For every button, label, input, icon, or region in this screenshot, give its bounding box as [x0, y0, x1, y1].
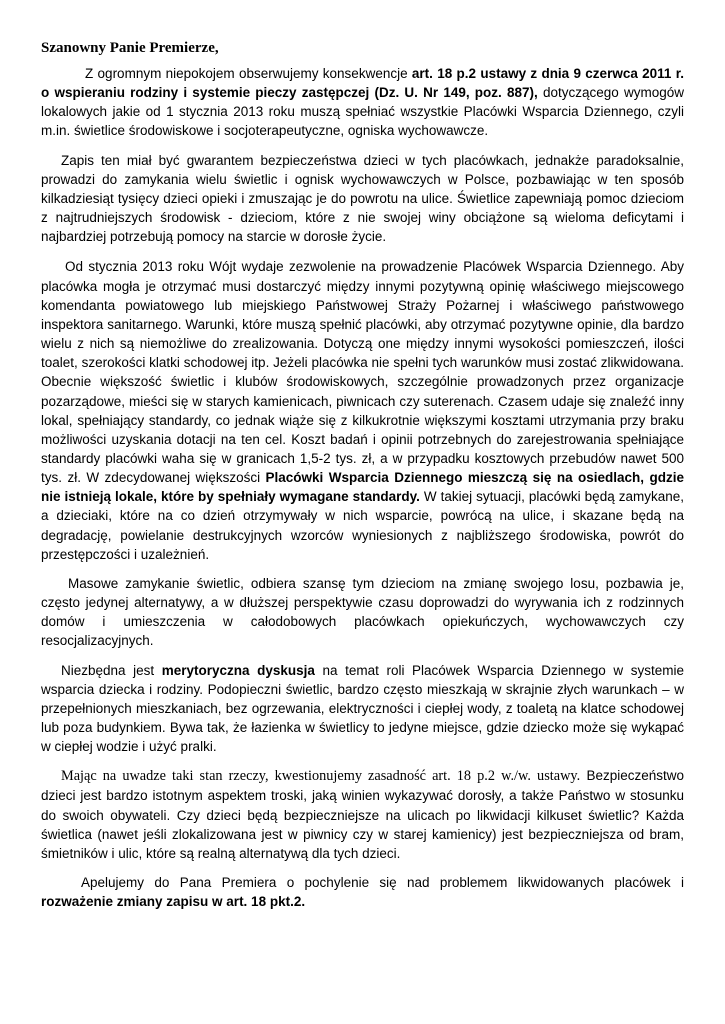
permits-text-2: W takiej sytuacji, placówki będą zamykane, a dzieciaki, które na co dzień otrzymywały w nich wsparcie, powrócą na ulice, i skazane będą na degradację, powielanie destrukcyjnych wzorców wyniesionych z najbliższego środowiska, powrót do przestępczości i uzależnień. — [41, 489, 684, 562]
permits-text-1: Od stycznia 2013 roku Wójt wydaje zezwolenie na prowadzenie Placówek Wsparcia Dziennego. Aby placówka mogła je otrzymać musi dostarczyć między innymi pozytywną opinię właściwego miejscowego komendanta powiatowego lub miejskiego Państwowej Straży Pożarnej i właściwego państwowego inspektora sanitarnego. Warunki, które muszą spełnić placówki, aby otrzymać pozytywne opinie, dla bardzo wielu z nich są niemożliwe do zrealizowania. Dotyczą one między innymi wysokości pomieszczeń, ilości toalet, szerokości klatki schodowej itp. Jeżeli placówka nie spełni tych warunków musi zostać zlikwidowana. Obecnie większość świetlic i klubów środowiskowych, szczególnie prowadzonych przez organizacje pozarządowe, mieści się w starych kamienicach, piwnicach czy suterenach. Czasem udaje się znaleźć inny lokal, spełniający standardy, co jednak wiąże się z kilkukrotnie większymi kosztami utrzymania przy braku możliwości uzyskania dotacji na ten cel. Koszt badań i opinii potrzebnych do zarejestrowania spełniające standardy placówki waha się w granicach 1,5-2 tys. zł, a w przypadku kosztowych przebudów nawet 500 tys. zł. W zdecydowanej większości — [41, 259, 684, 486]
salutation: Szanowny Panie Premierze, — [41, 40, 219, 56]
appeal-text: Apelujemy do Pana Premiera o pochylenie się nad problemem likwidowanych placówek i — [81, 875, 684, 891]
discussion-text-1: Niezbędna jest — [61, 662, 162, 678]
intro-text-1: Z ogromnym niepokojem obserwujemy konsekwencje — [85, 66, 412, 81]
paragraph-question — [41, 766, 684, 863]
paragraph-closures: Masowe zamykanie świetlic, odbiera szansę tym dzieciom na zmianę swojego losu, pozbawia je, często jedynej alternatywy, a w dłuższej perspektywie czasu doprowadzi do wyrywania ich z rodzinnych domów i umieszczenia w całodobowych placówkach opiekuńczych, wychowawczych czy resocjalizacyjnych. — [41, 575, 684, 649]
permits-emphasis: Placówki Wsparcia Dziennego mieszczą się na osiedlach, gdzie nie istnieją lokale, które by spełniały wymagane standardy. — [41, 470, 684, 505]
paragraph-appeal — [41, 873, 684, 911]
paragraph-permits — [41, 257, 684, 564]
question-serif-text: Mając na uwadze taki stan rzeczy, kwestionujemy zasadność art. 18 p.2 w./w. ustawy. — [61, 768, 581, 785]
intro-text-2: dotyczącego wymogów lokalowych jakie od 1 stycznia 2013 roku muszą spełniać wszystkie Placówki Wsparcia Dziennego, czyli m.in. świetlice środowiskowe i socjoterapeutyczne, ogniska wychowawcze. — [41, 85, 684, 139]
paragraph-safety: Zapis ten miał być gwarantem bezpieczeństwa dzieci w tych placówkach, jednakże paradoksalnie, prowadzi do zamykania wielu świetlic i ognisk wychowawczych w Polsce, pozbawiając w ten sposób kilkadziesiąt tysięcy dzieci opieki i zmuszając je do powrotu na ulice. Świetlice zapewniają pomoc dzieciom z najtrudniejszych środowisk - dzieciom, które z nie swojej winy obciążone są wieloma deficytami i najbardziej potrzebują pomocy na starcie w dorosłe życie. — [41, 152, 684, 245]
question-text: Bezpieczeństwo dzieci jest bardzo istotnym aspektem troski, jaką winien wykazywać dorosły, a także Państwo w stosunku do swoich obywateli. Czy dzieci będą bezpieczniejsze na ulicach po likwidacji kilkuset świetlic? Każda świetlica (nawet jeśli zlokalizowana jest w piwnicy czy w starej kamienicy) jest bezpieczniejsza od bram, śmietników i ulic, które są realną alternatywą dla tych dzieci. — [41, 768, 684, 861]
paragraph-intro — [41, 64, 684, 141]
appeal-emphasis: rozważenie zmiany zapisu w art. 18 pkt.2. — [41, 894, 306, 910]
discussion-emphasis: merytoryczna dyskusja — [161, 662, 315, 678]
discussion-text-2: na temat roli Placówek Wsparcia Dziennego w systemie wsparcia dziecka i rodziny. Podopieczni świetlic, bardzo często mieszkają w skrajnie złych warunkach – w przepełnionych mieszkaniach, bez ogrzewania, elektryczności i ciepłej wody, z toaletą na klatce schodowej lub poza budynkiem. Bywa tak, że łazienka w świetlicy to jedyne miejsce, gdzie dziecko może się wykąpać w ciepłej wodzie i użyć pralki. — [41, 662, 684, 755]
paragraph-discussion — [41, 661, 684, 757]
intro-law-reference: art. 18 p.2 ustawy z dnia 9 czerwca 2011 r. o wspieraniu rodziny i systemie pieczy zastępczej (Dz. U. Nr 149, poz. 887), — [41, 66, 684, 101]
